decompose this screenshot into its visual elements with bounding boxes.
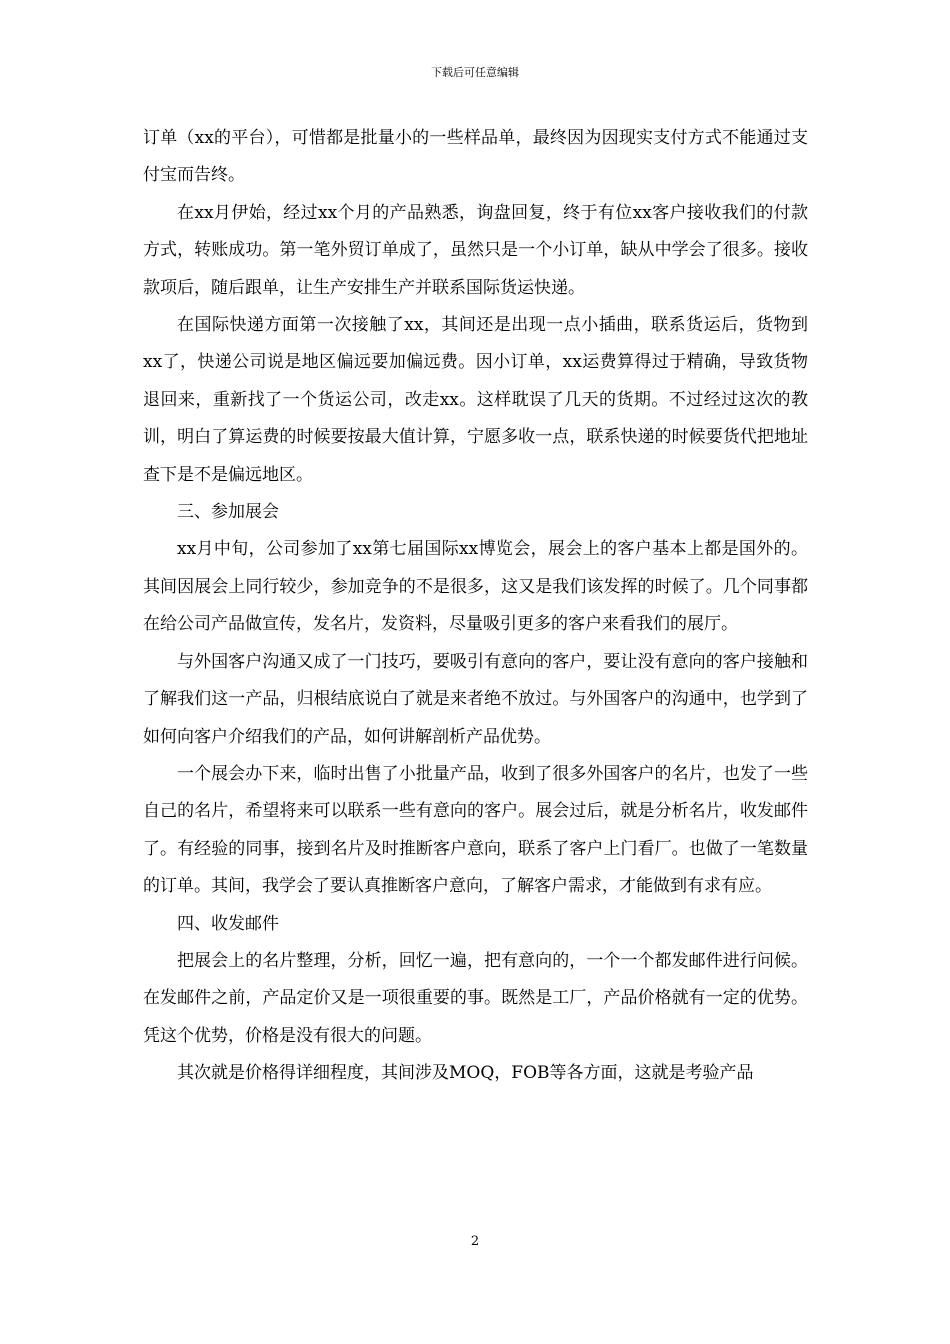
paragraph: xx月中旬，公司参加了xx第七届国际xx博览会，展会上的客户基本上都是国外的。其间因展会上同行较少，参加竞争的不是很多，这又是我们该发挥的时候了。几个同事都在给公司产品做宣传，发名片，发资料，尽量吸引更多的客户来看我们的展厅。 — [143, 539, 808, 635]
page-header: 下载后可任意编辑 — [431, 66, 519, 79]
paragraph: 与外国客户沟通又成了一门技巧，要吸引有意向的客户，要让没有意向的客户接触和了解我们这一产品，归根结底说白了就是来者绝不放过。与外国客户的沟通中，也学到了如何向客户介绍我们的产品，如何讲解剖析产品优势。 — [143, 651, 808, 747]
document-body — [143, 120, 808, 1093]
paragraph: 把展会上的名片整理，分析，回忆一遍，把有意向的，一个一个都发邮件进行问候。在发邮件之前，产品定价又是一项很重要的事。既然是工厂，产品价格就有一定的优势。凭这个优势，价格是没有很大的问题。 — [143, 950, 808, 1046]
section-heading: 三、参加展会 — [177, 502, 279, 523]
paragraph-continuation: 订单（xx的平台），可惜都是批量小的一些样品单，最终因为因现实支付方式不能通过支付宝而告终。 — [143, 128, 808, 186]
section-heading: 四、收发邮件 — [177, 913, 279, 934]
paragraph: 在国际快递方面第一次接触了xx，其间还是出现一点小插曲，联系货运后，货物到xx了，快递公司说是地区偏远要加偏远费。因小订单，xx运费算得过于精确，导致货物退回来，重新找了一个货运公司，改走xx。这样耽误了几天的货期。不过经过这次的教训，明白了算运费的时候要按最大值计算，宁愿多收一点，联系快递的时候要货代把地址查下是不是偏远地区。 — [143, 315, 808, 485]
paragraph: 其次就是价格得详细程度，其间涉及MOQ，FOB等各方面，这就是考验产品 — [177, 1063, 754, 1084]
page-number: 2 — [470, 1234, 480, 1249]
paragraph: 在xx月伊始，经过xx个月的产品熟悉，询盘回复，终于有位xx客户接收我们的付款方式，转账成功。第一笔外贸订单成了，虽然只是一个小订单，缺从中学会了很多。接收款项后，随后跟单，让生产安排生产并联系国际货运快递。 — [143, 202, 808, 298]
paragraph: 一个展会办下来，临时出售了小批量产品，收到了很多外国客户的名片，也发了一些自己的名片，希望将来可以联系一些有意向的客户。展会过后，就是分析名片，收发邮件了。有经验的同事，接到名片及时推断客户意向，联系了客户上门看厂。也做了一笔数量的订单。其间，我学会了要认真推断客户意向，了解客户需求，才能做到有求有应。 — [143, 763, 808, 897]
